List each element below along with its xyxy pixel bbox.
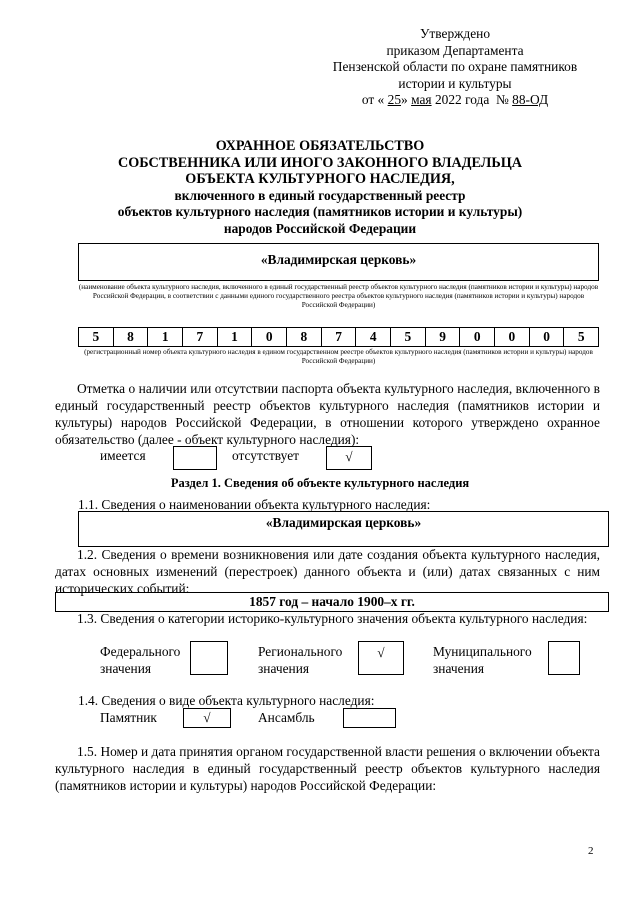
item-1-3-label: 1.3. Сведения о категории историко-культурного значения объекта культурного наследия: — [77, 611, 588, 626]
federal-label — [100, 643, 180, 677]
section-1-title: Раздел 1. Сведения об объекте культурного наследия — [170, 476, 470, 490]
date-prefix: от « — [361, 92, 385, 107]
date-day: 25 — [387, 92, 402, 107]
object-name-caption: (наименование объекта культурного наследия, включенного в единый государственный реестр объектов культурного наследия (памятников истории и культуры) народов Российской Федерации, в соответствии с данными единого государственного реестра объектов культурного наследия (памятников истории и культуры) народов Российской Федерации) — [78, 283, 599, 309]
ensemble-checkbox[interactable] — [343, 708, 396, 728]
federal-label-line-2: значения — [100, 661, 152, 676]
municipal-checkbox[interactable] — [548, 641, 580, 675]
approval-line-3: Пензенской области по охране памятников — [332, 59, 578, 74]
title-line-1: ОХРАННОЕ ОБЯЗАТЕЛЬСТВО — [215, 138, 425, 154]
registration-number-caption: (регистрационный номер объекта культурного наследия в едином государственном реестре объектов культурного наследия (памятников истории и культуры) народов Российской Федерации) — [84, 348, 593, 365]
item-1-5-label: 1.5. Номер и дата принятия органом государственной власти решения о включении объекта культурного наследия в единый государственный реестр объектов культурного наследия (памятников истории и культуры) народов Российской Федерации: — [55, 744, 600, 793]
federal-label-line-1: Федерального — [100, 644, 181, 659]
object-name-box: «Владимирская церковь» — [78, 243, 599, 281]
reg-digit: 5 — [577, 329, 585, 344]
title-line-4: включенного в единый государственный реестр — [174, 187, 466, 203]
approval-line-2: приказом Департамента — [386, 42, 524, 58]
date-day-suffix: » — [401, 92, 408, 107]
reg-digit: 0 — [530, 328, 565, 346]
approval-line-4: истории и культуры — [398, 75, 512, 91]
ensemble-label: Ансамбль — [258, 710, 315, 725]
reg-digit: 5 — [391, 328, 426, 346]
title-line-6: народов Российской Федерации — [223, 220, 417, 236]
item-1-1-value: «Владимирская церковь» — [78, 511, 609, 547]
page-number: 2 — [588, 845, 594, 857]
reg-digit: 8 — [114, 328, 149, 346]
reg-digit: 0 — [252, 328, 287, 346]
date-month: мая — [411, 92, 432, 107]
item-1-4-label: 1.4. Сведения о виде объекта культурного наследия: — [78, 693, 375, 708]
approval-date-line — [300, 92, 610, 109]
regional-label — [258, 643, 342, 677]
passport-has-checkbox[interactable] — [173, 446, 217, 470]
order-number-prefix: № — [496, 92, 509, 107]
federal-checkbox[interactable] — [190, 641, 228, 675]
regional-label-line-1: Регионального — [258, 644, 343, 659]
regional-checkbox[interactable]: √ — [358, 641, 404, 675]
item-1-2-value: 1857 год – начало 1900–х гг. — [55, 592, 609, 612]
item-1-2-label: 1.2. Сведения о времени возникновения или дате создания объекта культурного наследия, датах основных изменений (перестроек) данного объекта и (или) датах связанных с ним исторических событий: — [55, 547, 600, 596]
title-line-3: ОБЪЕКТА КУЛЬТУРНОГО НАСЛЕДИЯ, — [185, 171, 455, 187]
item-1-1-label: 1.1. Сведения о наименовании объекта культурного наследия: — [78, 497, 431, 512]
order-number: 88-ОД — [512, 92, 549, 107]
reg-digit: 0 — [495, 328, 530, 346]
reg-digit: 7 — [322, 328, 357, 346]
reg-digit: 1 — [148, 328, 183, 346]
reg-digit: 9 — [426, 328, 461, 346]
municipal-label-line-2: значения — [433, 661, 485, 676]
passport-absent-checkbox[interactable]: √ — [326, 446, 372, 470]
reg-digit: 4 — [356, 328, 391, 346]
municipal-label-line-1: Муниципального — [433, 644, 532, 659]
passport-paragraph: Отметка о наличии или отсутствии паспорта объекта культурного наследия, включенного в единый государственный реестр объектов культурного наследия (памятников истории и культуры) народов Российской Федерации, в отношении которого утверждено охранное обязательство (далее - объект культурного наследия): — [55, 381, 600, 447]
municipal-label — [433, 643, 532, 677]
monument-label: Памятник — [100, 710, 157, 725]
reg-digit: 8 — [287, 328, 322, 346]
title-line-2: СОБСТВЕННИКА ИЛИ ИНОГО ЗАКОННОГО ВЛАДЕЛЬЦА — [117, 154, 522, 171]
reg-digit: 1 — [218, 328, 253, 346]
reg-digit: 0 — [460, 328, 495, 346]
monument-checkbox[interactable]: √ — [183, 708, 231, 728]
approval-block — [300, 26, 610, 109]
document-title — [40, 138, 600, 237]
reg-digit: 7 — [183, 328, 218, 346]
registration-number-grid — [78, 327, 599, 347]
regional-label-line-2: значения — [258, 661, 310, 676]
approval-line-1: Утверждено — [419, 26, 491, 41]
passport-has-label: имеется — [100, 448, 146, 463]
passport-absent-label: отсутствует — [232, 448, 299, 463]
reg-digit: 5 — [79, 328, 114, 346]
date-year: 2022 года — [434, 92, 490, 107]
title-line-5: объектов культурного наследия (памятников истории и культуры) — [117, 204, 523, 219]
